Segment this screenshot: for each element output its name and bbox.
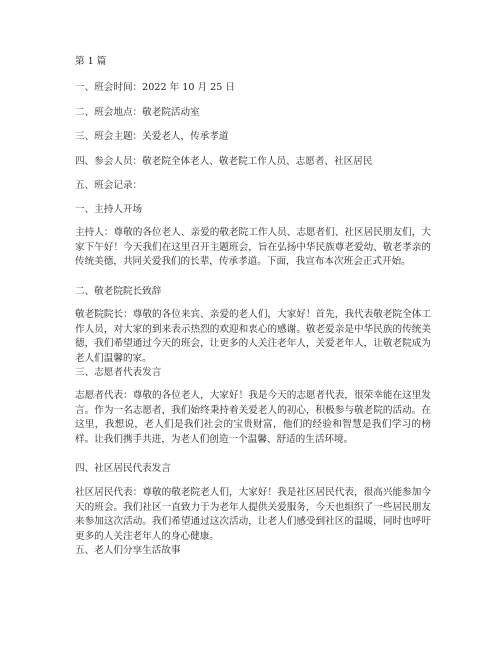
section-body-volunteer-speech: 志愿者代表：尊敬的各位老人，大家好！我是今天的志愿者代表，很荣幸能在这里发言。作为一名志愿者，我们始终秉持着关爱老人的初心，积极参与敬老院的活动。在这里，我想说，老人们是我们社会的宝贵财富，他们的经验和智慧是我们学习的榜样。让我们携手共进，为老人们创造一个温馨、舒适的生活环境。 [75,390,431,445]
section-body-director-speech: 敬老院院长：尊敬的各位来宾、亲爱的老人们，大家好！首先，我代表敬老院全体工作人员，对大家的到来表示热烈的欢迎和衷心的感谢。敬老爱亲是中华民族的传统美德，我们希望通过今天的班会，让更多的人关注老年人，关爱老年人，让敬老院成为老人们温馨的家。 [75,309,431,364]
meeting-theme: 三、班会主题：关爱老人，传承孝道 [75,131,229,142]
meeting-location: 二、班会地点：敬老院活动室 [75,107,200,118]
section-heading-resident-speech: 四、社区居民代表发言 [75,463,171,474]
section-body-resident-speech: 社区居民代表：尊敬的敬老院老人们，大家好！我是社区居民代表，很高兴能参加今天的班会。我们社区一直致力于为老年人提供关爱服务，今天也组织了一些居民朋友来参加这次活动。我们希望通过这次活动，让老人们感受到社区的温暖，同时也呼吁更多的人关注老年人的身心健康。 [75,487,431,542]
meeting-record-heading: 五、班会记录： [75,180,143,191]
section-heading-director-speech: 二、敬老院院长致辞 [75,286,162,297]
meeting-time: 一、班会时间：2022 年 10 月 25 日 [75,82,236,93]
chapter-title: 第 1 篇 [75,56,107,67]
section-heading-volunteer-speech: 三、志愿者代表发言 [75,367,162,378]
section-body-host-opening: 主持人：尊敬的各位老人、亲爱的敬老院工作人员、志愿者们、社区居民朋友们，大家下午好！今天我们在这里召开主题班会，旨在弘扬中华民族尊老爱幼、敬老孝亲的传统美德，共同关爱我们的长辈，传承孝道。下面，我宣布本次班会正式开始。 [75,227,431,268]
section-heading-host-opening: 一、主持人开场 [75,204,143,215]
meeting-attendees: 四、参会人员：敬老院全体老人、敬老院工作人员、志愿者、社区居民 [75,156,373,167]
section-heading-elder-stories: 五、老人们分享生活故事 [75,545,181,556]
